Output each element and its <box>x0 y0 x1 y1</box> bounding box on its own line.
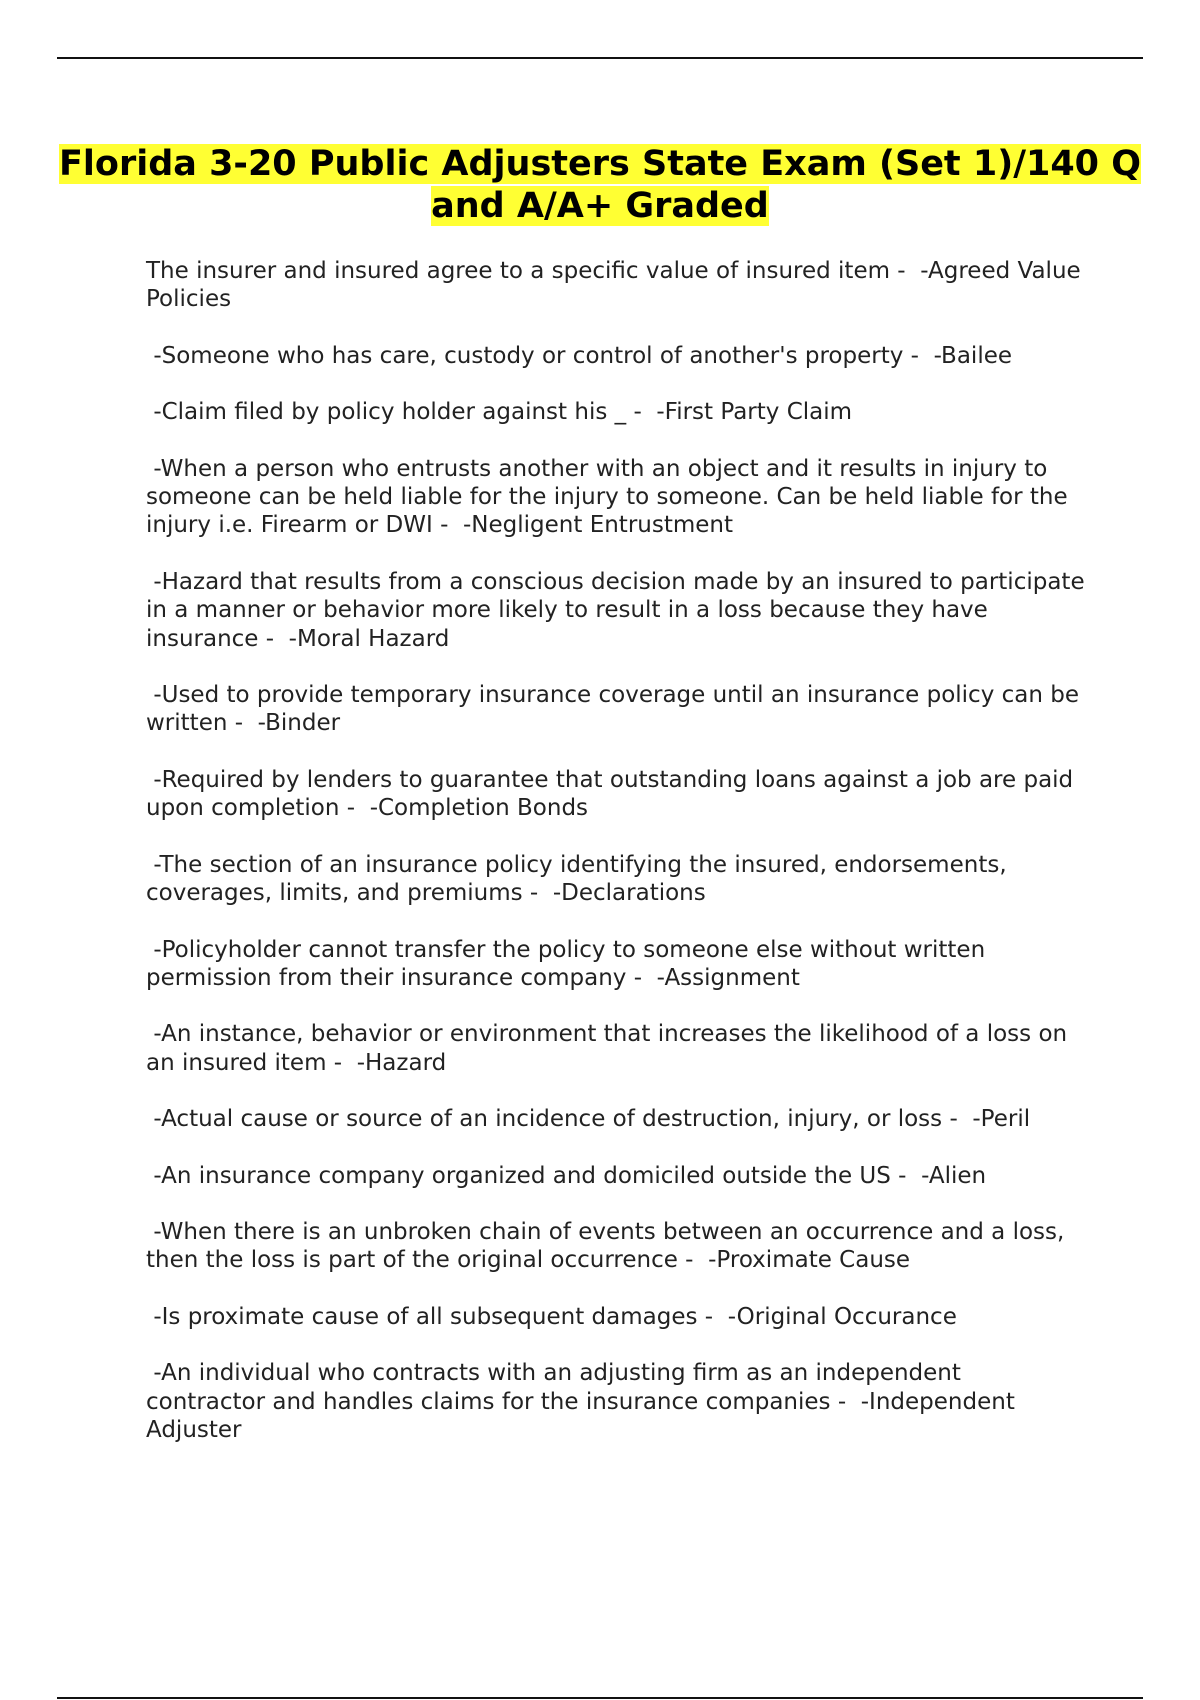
title-block <box>57 143 1143 227</box>
page-title-text: Florida 3-20 Public Adjusters State Exam (Set 1)/140 Q and A/A+ Graded <box>59 144 1141 226</box>
qa-item: -The section of an insurance policy identifying the insured, endorsements, coverages, limits, and premiums - -Declarations <box>146 851 1014 907</box>
qa-item: -An insurance company organized and domiciled outside the US - -Alien <box>146 1162 987 1189</box>
page-title <box>57 143 1143 227</box>
qa-item: -Used to provide temporary insurance coverage until an insurance policy can be written - -Binder <box>146 682 1087 737</box>
qa-item: -Is proximate cause of all subsequent damages - -Original Occurance <box>146 1303 957 1330</box>
top-rule <box>57 57 1143 59</box>
qa-item: The insurer and insured agree to a specific value of insured item - -Agreed Value Policies <box>146 258 1088 313</box>
qa-item: -An instance, behavior or environment that increases the likelihood of a loss on an insured item - -Hazard <box>146 1021 1075 1076</box>
qa-list <box>146 257 1092 1472</box>
qa-item: -Required by lenders to guarantee that outstanding loans against a job are paid upon completion - -Completion Bonds <box>146 766 1081 822</box>
bottom-rule <box>57 1697 1143 1699</box>
qa-item: -An individual who contracts with an adjusting firm as an independent contractor and handles claims for the insurance companies - -Independent Adjuster <box>146 1360 1023 1443</box>
qa-item: -Someone who has care, custody or control of another's property - -Bailee <box>146 342 1013 369</box>
qa-item: -Actual cause or source of an incidence of destruction, injury, or loss - -Peril <box>146 1106 1031 1133</box>
qa-item: -When a person who entrusts another with an object and it results in injury to someone can be held liable for the injury to someone. Can be held liable for the injury i.e. Firearm or DWI - -Negligent Entrustment <box>146 455 1075 539</box>
qa-item: -Claim filed by policy holder against his _ - -First Party Claim <box>146 399 853 426</box>
qa-item: -Policyholder cannot transfer the policy to someone else without written permission from their insurance company - -Assignment <box>146 936 993 991</box>
qa-item: -When there is an unbroken chain of events between an occurrence and a loss, then the loss is part of the original occurrence - -Proximate Cause <box>146 1218 1072 1274</box>
qa-item: -Hazard that results from a conscious decision made by an insured to participate in a manner or behavior more likely to result in a loss because they have insurance - -Moral Hazard <box>146 568 1092 652</box>
